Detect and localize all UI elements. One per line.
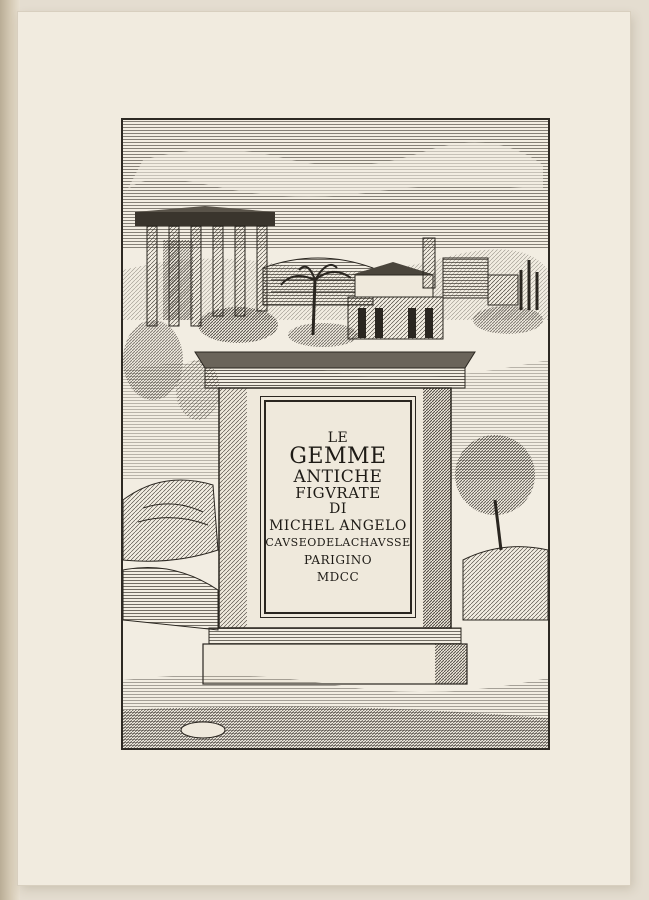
author-first-name: MICHEL ANGELO bbox=[269, 517, 407, 534]
book-spine-edge bbox=[0, 0, 20, 900]
book-page bbox=[18, 12, 630, 885]
foreground-rock bbox=[181, 722, 225, 738]
title-line-di: DI bbox=[329, 501, 347, 518]
title-line-figvrate: FIGVRATE bbox=[295, 484, 381, 503]
title-line-le: LE bbox=[327, 429, 349, 446]
title-inscription-plaque bbox=[264, 400, 412, 614]
fallen-column-fragments bbox=[123, 480, 218, 630]
author-origin: PARIGINO bbox=[303, 553, 373, 568]
publication-year: MDCC bbox=[316, 569, 360, 584]
title-line-gemme: GEMME bbox=[289, 444, 387, 470]
author-surname: CAVSEODELACHAVSSE bbox=[265, 535, 411, 549]
title-line-antiche: ANTICHE bbox=[293, 466, 383, 487]
